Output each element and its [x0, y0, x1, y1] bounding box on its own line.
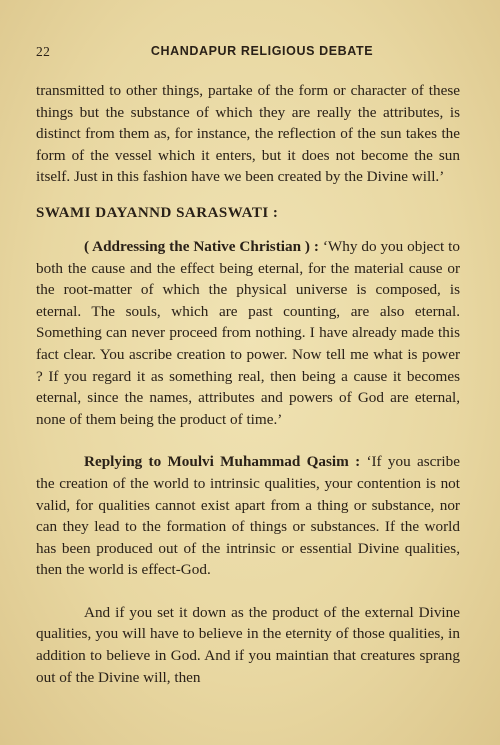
paragraph-lead: Replying to Moulvi Muhammad Qasim :: [84, 453, 361, 471]
section-heading: SWAMI DAYANND SARASWATI :: [36, 204, 279, 221]
paragraph-lead: ( Addressing the Native Christian ) :: [84, 237, 319, 255]
page-header: [36, 44, 460, 66]
paragraph-addressing-christian: [36, 236, 460, 430]
paragraph-continuation: transmitted to other things, partake of the form or character of these things but the substance of which they are really the attributes, is distinct from them as, for instance, the reflection of the sun takes the form of the vessel which it enters, but it does not become the sun itself. Just in this fashion have we been created by the Divine will.’: [36, 82, 460, 186]
page-body: [36, 80, 460, 688]
paragraph-reply-moulvi: [36, 451, 460, 581]
running-title: CHANDAPUR RELIGIOUS DEBATE: [150, 44, 374, 58]
page-number: 22: [36, 44, 51, 59]
paragraph-external-qualities: And if you set it down as the product of the external Divine qualities, you will have to believe in the eternity of those qualities, in addition to believe in God. And if you maintian that creatures sprang out of the Divine will, then: [36, 603, 460, 686]
paragraph-text: ‘Why do you object to both the cause and the effect being eternal, for the material cause or the root-matter of which the physical universe is composed, is eternal. The souls, which are past counting, are also eternal. Something can never proceed from nothing. I have already made this fact clear. You ascribe creation to power. Now tell me what is power ? If you regard it as something real, then being a cause it becomes eternal, since the names, attributes and powers of God are eternal, none of them being the product of time.’: [36, 237, 460, 428]
paragraph-text: ‘If you ascribe the creation of the world to intrinsic qualities, your contention is not valid, for qualities cannot exist apart from a thing or substance, nor can they lead to the formation of things or substances. If the world has been produced out of the intrinsic or essential Divine qualities, then the world is effect-God.: [36, 453, 460, 579]
